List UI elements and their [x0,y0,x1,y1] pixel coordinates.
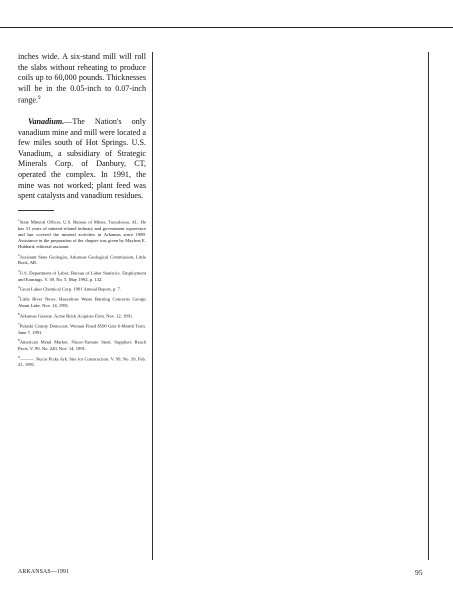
footnote-number: 2 [18,252,20,257]
footnote-text: American Metal Market. Nucor-Yamato Steel, Suppliers Reach Pacts. V. 99, No. 220, Nov. 14, 1991. [18,339,146,351]
footnote-item [18,311,146,320]
footnote-rule [18,210,54,211]
footnote-item [18,294,146,309]
footnote-text: Pulaski County Democrat. Woman Fined $500 Gets 6-Month Term. June 7, 1991. [18,323,146,335]
page-number: 95 [415,568,423,577]
footnote-item [18,284,146,293]
body-paragraph [18,52,146,107]
footnote-number: 5 [18,295,20,300]
footnote-number: 7 [18,321,20,326]
footnote-text: U.S. Department of Labor, Bureau of Labor Statistics. Employment and Earnings. V. 39, No. 5, May 1992, p. 132. [18,270,146,282]
footnote-item [18,268,146,283]
column-divider-right [428,52,429,560]
footnote-item [18,337,146,352]
footnote-item [18,217,146,250]
footnotes [18,217,146,370]
footnote-number: 4 [18,285,20,290]
running-footer: ARKANSAS—1991 [18,569,70,575]
footnote-text: Little River News. Hazardous Waste Burning Concerns Groups About Lake. Nov. 14, 1991. [18,296,146,309]
footnote-text: Arkansas Gazette. Acme Brick Acquires Firm. Nov. 12, 1991. [19,313,134,319]
footnote-ref: 9 [38,96,41,102]
footnote-text: Assistant State Geologist, Arkansas Geological Commission, Little Rock, AR. [18,254,146,266]
footnote-item [18,354,146,369]
footnote-number: 9 [18,354,20,359]
footnote-number: 1 [18,218,20,222]
footnote-item [18,321,146,336]
footnote-item [18,252,146,267]
paragraph-text: inches wide. A six-stand mill will roll the slabs without reheating to produce coils up to 60,000 pounds. Thicknesses will be in the 0.05-inch to 0.07-inch range. [18,52,146,106]
footnote-number: 8 [18,338,20,343]
header-rule [0,27,453,28]
footnote-number: 3 [18,268,20,273]
footnote-text: ———. Nucor Picks Ark. Site for Construction. V. 99, No. 39, Feb. 21, 1991. [18,356,146,368]
column-divider-left [152,52,153,560]
paragraph-text: —The Nation's only vanadium mine and mill were located a few miles south of Hot Springs. U.S. Vanadium, a subsidiary of Strategic Minerals Corp. of Danbury, CT, operated the complex. In 1991, the mine was not worked; plant feed was spent catalysts and vanadium residues. [18,117,146,201]
footnote-text: State Mineral Officer, U.S. Bureau of Mines, Tuscaloosa, AL. He has 31 years of mineral-related industry and government experience and has covered the mineral activities in Arkansas since 1989. Assistance in the preparation of the chapter was given by Mayleas E. Hubbard, editorial assistant. [18,219,146,249]
footnote-text: Great Lakes Chemical Corp. 1991 Annual Report, p. 7. [19,286,121,292]
section-heading: Vanadium. [28,117,65,126]
body-paragraph-vanadium [18,117,146,202]
footnote-number: 6 [18,311,20,316]
